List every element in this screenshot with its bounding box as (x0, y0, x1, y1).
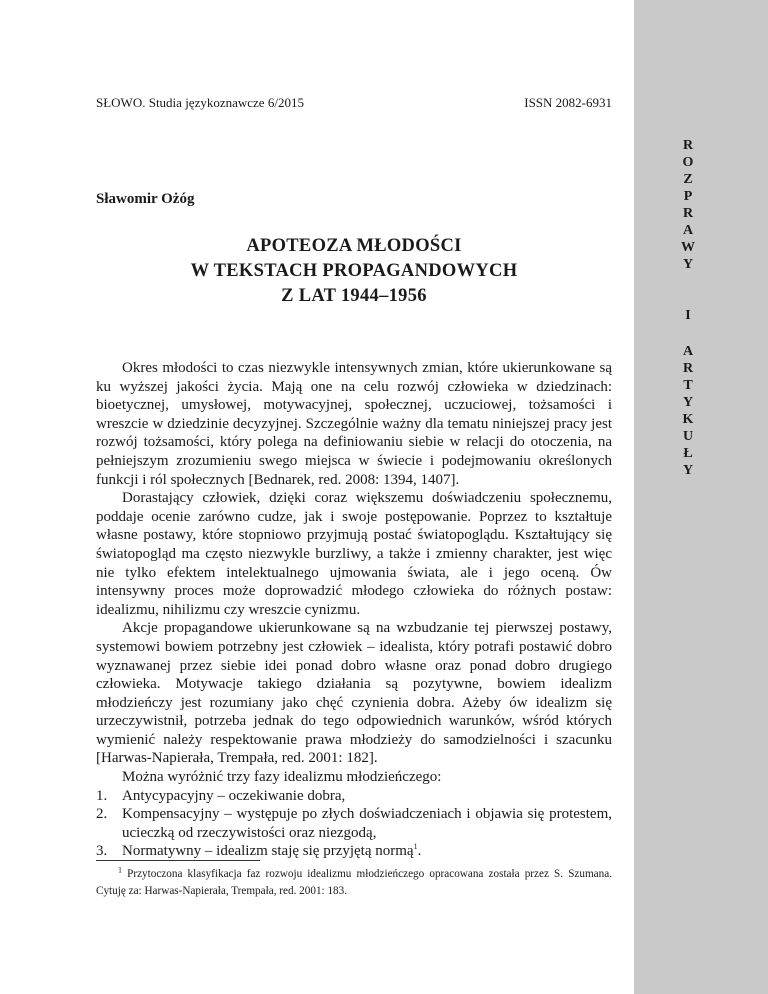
side-letter: W (681, 240, 695, 255)
side-letter: K (682, 412, 694, 427)
side-letter: Z (683, 172, 693, 187)
side-letter: Y (682, 395, 694, 410)
phase-list (96, 787, 612, 861)
journal-title: SŁOWO. Studia językoznawcze 6/2015 (96, 95, 304, 110)
side-letter: Y (682, 257, 694, 272)
list-item: 1. Antycypacyjny – oczekiwanie dobra, (96, 787, 346, 804)
side-letter: P (683, 189, 693, 204)
side-label-artykuly (668, 343, 708, 479)
list-item: 2. Kompensacyjny – występuje po złych doświadczeniach i objawia się protestem, ucieczką od rzeczywistości oraz niezgodą, (96, 806, 612, 841)
author-name: Sławomir Ożóg (96, 191, 195, 207)
footnote-text: Przytoczona klasyfikacja faz rozwoju idealizmu młodzieńczego opracowana została przez S. Szumana. Cytuję za: Harwas-Napierała, Trempała, red. 2001: 183. (96, 868, 612, 897)
footnote (96, 866, 612, 900)
side-letter: I (685, 308, 691, 323)
side-letter: R (682, 138, 694, 153)
side-letter: Ł (683, 446, 693, 461)
side-letter: U (682, 429, 694, 444)
side-label-i (668, 307, 708, 324)
article-title (96, 234, 612, 309)
side-letter: R (682, 361, 694, 376)
article-body (96, 359, 612, 861)
side-letter: A (682, 223, 694, 238)
footnote-divider (96, 860, 260, 861)
side-letter: T (683, 378, 693, 393)
issn: ISSN 2082-6931 (524, 95, 612, 110)
title-line: APOTEOZA MŁODOŚCI (246, 236, 462, 256)
side-letter: A (682, 344, 694, 359)
side-letter: O (682, 155, 694, 170)
footnote-mark: 1 (118, 865, 122, 875)
paragraph: Dorastający człowiek, dzięki coraz większemu doświadczeniu społecznemu, poddaje ocenie zarówno cudze, jak i swoje postępowanie. Poprzez to kształtuje własne postawy, które stopniowo przyjmują postać światopoglądu. Kształtujący się światopogląd ma często niezwykle burzliwy, a także i zmienny charakter, jest więc nie tylko efektem intelektualnego ujmowania świata, ale i jego oceną. Ów intensywny proces może doprowadzić młodego człowieka do różnych postaw: idealizmu, nihilizmu czy wreszcie cynizmu. (96, 490, 612, 618)
paragraph: Można wyróżnić trzy fazy idealizmu młodzieńczego: (122, 769, 442, 786)
footnote-ref[interactable]: 1 (413, 842, 418, 852)
paragraph: Akcje propagandowe ukierunkowane są na wzbudzanie tej pierwszej postawy, systemowi bowiem potrzebny jest człowiek – idealista, który potrafi postawić dobro wyznawanej przez siebie idei ponad dobro własne oraz ponad dobro drugiego człowieka. Motywacje takiego działania są pozytywne, bowiem idealizm młodzieńczy jest rozumiany jako chęć czynienia dobra. Ażeby ów idealizm się urzeczywistnił, potrzeba jednak do tego odpowiednich warunków, wśród których wymienić należy respektowanie prawa młodzieży do samodzielności i szacunku [Harwas-Napierała, Trempała, red. 2001: 182]. (96, 620, 612, 767)
title-line: Z LAT 1944–1956 (281, 286, 427, 306)
side-label-rozprawy (668, 137, 708, 273)
list-item: 3. Normatywny – idealizm staję się przyjętą normą$^1$. (96, 842, 422, 860)
side-letter: R (682, 206, 694, 221)
side-letter: Y (682, 463, 694, 478)
running-header (96, 95, 612, 111)
title-line: W TEKSTACH PROPAGANDOWYCH (190, 261, 518, 281)
paragraph: Okres młodości to czas niezwykle intensywnych zmian, które ukierunkowane są ku wyższej jakości życia. Mają one na celu rozwój człowieka w dziedzinach: bioetycznej, umysłowej, motywacyjnej, społecznej, uczuciowej, tożsamości i wreszcie w dziedzinie decyzyjnej. Szczególnie ważny dla tematu niniejszej pracy jest rozwój tożsamości, który polega na definiowaniu siebie w relacji do otoczenia, na pełniejszym zrozumieniu swego miejsca w świecie i podejmowaniu określonych funkcji i ról społecznych [Bednarek, red. 2008: 1394, 1407]. (96, 360, 612, 488)
